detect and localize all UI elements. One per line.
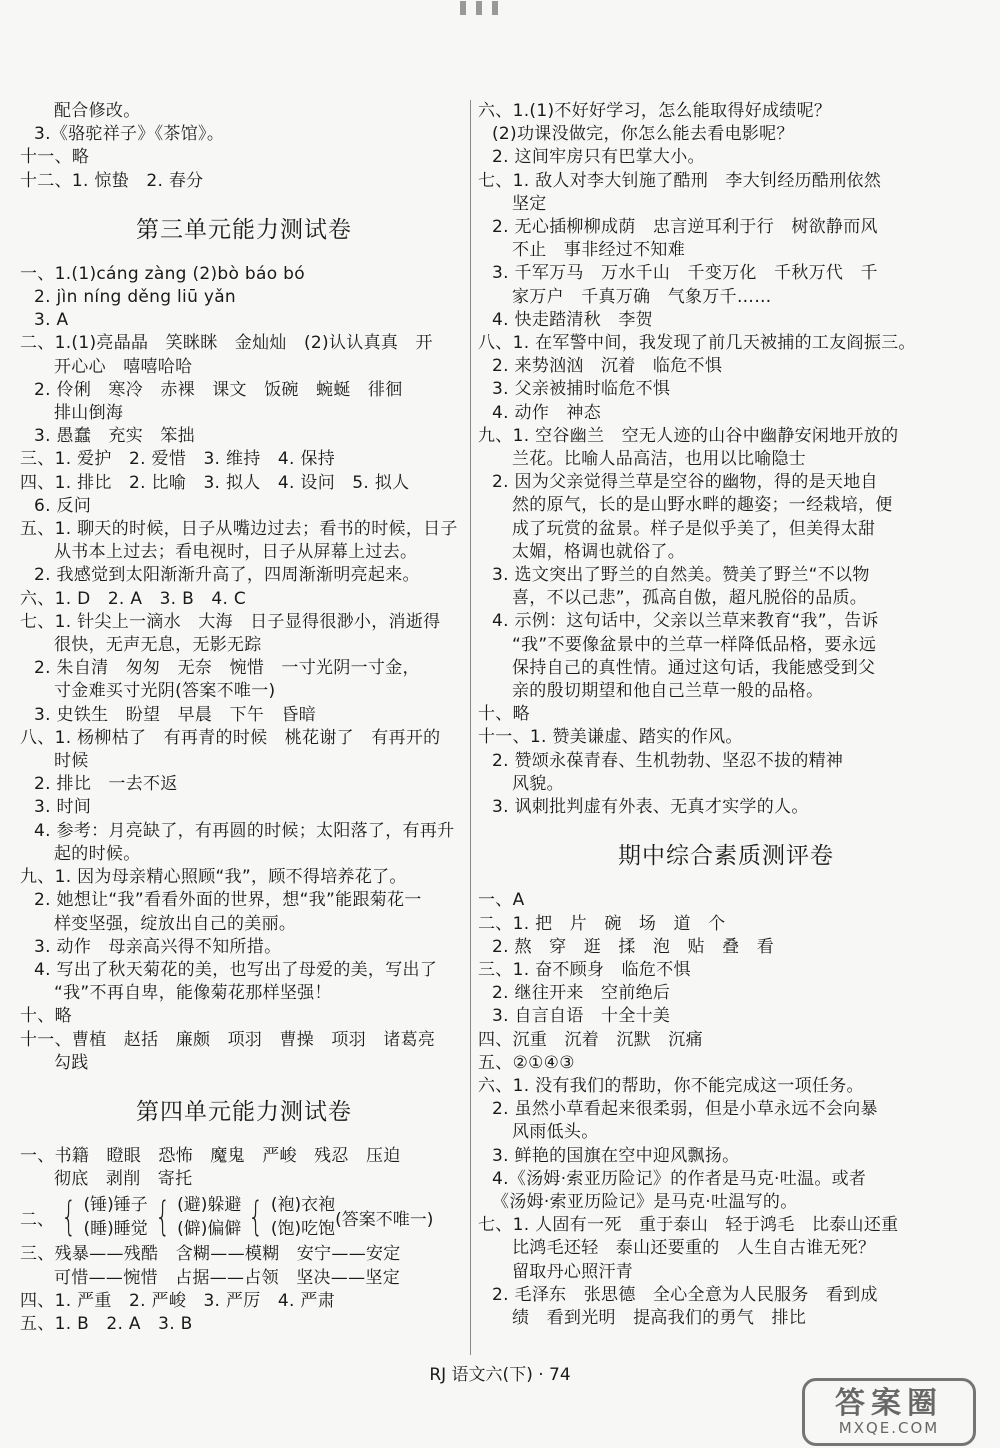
brace-item: (袍)衣袍 [270,1195,336,1216]
answer-line: 保持自己的真性情。通过这句话，我能感受到父 [512,657,876,678]
answer-line: 从书本上过去；看电视时，日子从屏幕上过去。 [54,542,418,563]
left-brace-icon: { [61,1194,77,1241]
answer-line: 《汤姆·索亚历险记》是马克·吐温写的。 [492,1191,798,1212]
answer-line: 排山倒海 [54,403,124,424]
brace-group-3 [271,1193,335,1241]
answer-line: 四、1. 严重 2. 严峻 3. 严厉 4. 严肃 [20,1290,335,1311]
answer-line: 三、残暴——残酷 含糊——模糊 安宁——安定 [20,1244,401,1265]
answer-line: 二、1. 把 片 碗 场 道 个 [478,913,726,934]
watermark-text: 答案圈 [835,1386,943,1421]
answer-line: 风雨低头。 [512,1122,599,1143]
answer-line: 2. 毛泽东 张思德 全心全意为人民服务 看到成 [492,1284,878,1305]
answer-line: 3. 愚蠢 充实 笨拙 [34,426,195,447]
answer-line: 样变坚强，绽放出自己的美丽。 [54,913,297,934]
midterm-title: 期中综合素质测评卷 [618,843,834,870]
answer-line: 兰花。比喻人品高洁，也用以比喻隐士 [512,449,807,470]
answer-line: 4.《汤姆·索亚历险记》的作者是马克·吐温。或者 [492,1168,867,1189]
unit3-answers [20,263,468,1075]
brace-note: (答案不唯一) [335,1209,434,1230]
brace-group-2 [177,1193,241,1241]
answer-line: 2. 赞颂永葆青春、生机勃勃、坚忍不拔的精神 [492,750,844,771]
answer-line: 3. 千军万马 万水千山 千变万化 千秋万代 千 [492,263,878,284]
answer-line: 比鸿毛还轻 泰山还要重的 人生自古谁无死？ [512,1238,876,1259]
answer-line: 三、1. 爱护 2. 爱惜 3. 维持 4. 保持 [20,449,335,470]
page-footer: RJ 语文六(下) · 74 [429,1365,571,1385]
answer-line: 3. A [34,310,69,331]
answer-line: “我”不要像盆景中的兰草一样降低品格，要永远 [512,634,877,655]
answer-line: 九、1. 因为母亲精心照顾“我”，顾不得培养花了。 [20,867,407,888]
brace-item: (睡)睡觉 [83,1219,148,1240]
brace-item: (饱)吃饱 [270,1219,336,1240]
unit4-answers-part2 [20,1243,468,1336]
column-divider [470,100,471,1355]
answer-line: 3. 讽刺批判虚有外表、无真才实学的人。 [492,797,809,818]
answer-line: 3. 时间 [34,797,92,818]
answer-line: 不止 事非经过不知难 [512,240,685,261]
watermark-logo [802,1378,976,1446]
answer-line: 十二、1. 惊蛰 2. 春分 [20,170,204,191]
answer-line: 十一、1. 赞美谦虚、踏实的作风。 [478,727,743,748]
answer-line: 彻底 剥削 寄托 [54,1169,193,1190]
answer-line: 一、书籍 瞪眼 恐怖 魔鬼 严峻 残忍 压迫 [20,1145,401,1166]
answer-line: 七、1. 人固有一死 重于泰山 轻于鸿毛 比泰山还重 [478,1215,899,1236]
answer-line: 3. 动作 母亲高兴得不知所措。 [34,936,282,957]
answer-line: 2. 熬 穿 逛 揉 泡 贴 叠 看 [492,936,775,957]
unit4-answers-part1 [20,1145,468,1191]
unit3-title: 第三单元能力测试卷 [136,216,352,243]
answer-line: “我”不再自卑，能像菊花那样坚强！ [54,983,332,1004]
answer-line: 五、1. 聊天的时候，日子从嘴边过去；看书的时候，日子 [20,519,458,540]
answer-line: 一、A [478,890,525,911]
answer-line: 七、1. 敌人对李大钊施了酷刑 李大钊经历酷刑依然 [478,170,882,191]
left-brace-icon: { [248,1194,264,1241]
answer-line: 2. 朱自清 匆匆 无奈 惋惜 一寸光阴一寸金， [34,658,420,679]
answer-line: 3.《骆驼祥子》《茶馆》。 [34,124,225,145]
unit4-brace-answers [20,1191,468,1243]
answer-line: 配合修改。 [54,101,141,121]
answer-line: 八、1. 在军警中间，我发现了前几天被捕的工友阎振三。 [478,333,916,354]
answer-line: 五、1. B 2. A 3. B [20,1313,193,1334]
answer-line: 勾践 [54,1052,89,1073]
answer-line: 喜，不以己悲”，孤高自傲，超凡脱俗的品质。 [512,588,868,609]
answer-line: 寸金难买寸光阴(答案不唯一) [54,681,276,702]
answer-line: 太媚，格调也就俗了。 [512,541,685,562]
answer-line: 家万户 千真万确 气象万千…… [512,286,772,307]
answer-line: 3. 鲜艳的国旗在空中迎风飘扬。 [492,1145,740,1166]
answer-line: 九、1. 空谷幽兰 空无人迹的山谷中幽静安闲地开放的 [478,425,899,446]
answer-line: 六、1. D 2. A 3. B 4. C [20,588,247,609]
answer-line: 2. 排比 一去不返 [34,774,178,795]
answer-line: 4. 写出了秋天菊花的美，也写出了母爱的美，写出了 [34,959,438,980]
answer-line: 时候 [54,751,89,772]
answer-line: 坚定 [512,193,547,214]
answer-line: 五、②①④③ [478,1052,575,1073]
answer-line: 2. 无心插柳柳成荫 忠言逆耳利于行 树欲静而风 [492,217,878,238]
left-column [20,100,468,1336]
answer-line: 4. 示例：这句话中，父亲以兰草来教育“我”，告诉 [492,611,879,632]
answer-line: (2)功课没做完，你怎么能去看电影呢？ [492,124,794,145]
answer-line: 4. 快走踏清秋 李贺 [492,309,653,330]
right-top-answers [478,100,974,819]
answer-line: 六、1.(1)不好好学习，怎么能取得好成绩呢？ [478,101,832,121]
answer-line: 4. 动作 神态 [492,402,602,423]
brace-group-1 [83,1193,147,1241]
answer-line: 3. 父亲被捕时临危不惧 [492,379,671,400]
answer-line: 十、略 [478,704,530,725]
answer-line: 2. 这间牢房只有巴掌大小。 [492,147,705,168]
answer-line: 亲的殷切期望和他自己兰草一般的品格。 [512,681,824,702]
answer-line: 3. 选文突出了野兰的自然美。赞美了野兰“不以物 [492,565,870,586]
answer-line: 成了玩赏的盆景。样子是似乎美了，但美得太甜 [512,518,876,539]
answer-line: 八、1. 杨柳枯了 有再青的时候 桃花谢了 有再开的 [20,727,441,748]
midterm-answers [478,889,974,1330]
answer-line: 2. 她想让“我”看看外面的世界，想“我”能跟菊花一 [34,890,422,911]
answer-line: 二、1.(1)亮晶晶 笑眯眯 金灿灿 (2)认认真真 开 [20,333,433,354]
answer-line: 2. 虽然小草看起来很柔弱，但是小草永远不会向暴 [492,1099,878,1120]
answer-line: 2. 因为父亲觉得兰草是空谷的幽物，得的是天地自 [492,472,878,493]
answer-line: 十、略 [20,1006,72,1027]
brace-item: (避)躲避 [177,1195,242,1216]
right-column [478,100,974,1330]
answer-line: 2. 继往开来 空前绝后 [492,983,671,1004]
answer-line: 三、1. 奋不顾身 临危不惧 [478,959,691,980]
answer-line: 起的时候。 [54,843,141,864]
answer-line: 六、1. 没有我们的帮助，你不能完成这一项任务。 [478,1075,864,1096]
answer-line: 6. 反问 [34,495,92,516]
brace-lead: 二、 [20,1209,54,1230]
answer-line: 开心心 嘻嘻哈哈 [54,356,193,377]
watermark-url: MXQE.COM [838,1419,940,1437]
answer-line: 2. jìn níng děng liū yǎn [34,287,237,308]
answer-line: 四、沉重 沉着 沉默 沉痛 [478,1029,703,1050]
answer-line: 很快，无声无息，无影无踪 [54,635,262,656]
answer-line: 2. 来势汹汹 沉着 临危不惧 [492,356,723,377]
answer-line: 一、1.(1)cáng zàng (2)bò báo bó [20,263,305,284]
top-crop-mark [460,0,540,20]
answer-line: 3. 自言自语 十全十美 [492,1006,671,1027]
answer-line: 2. 伶俐 寒冷 赤裸 课文 饭碗 蜿蜒 徘徊 [34,379,403,400]
answer-line: 可惜——惋惜 占据——占领 坚决——坚定 [54,1267,400,1288]
answer-line: 留取丹心照汗青 [512,1261,634,1282]
answer-line: 十一、曹植 赵括 廉颇 项羽 曹操 项羽 诸葛亮 [20,1029,436,1050]
answer-line: 十一、略 [20,147,90,168]
answer-line: 2. 我感觉到太阳渐渐升高了，四周渐渐明亮起来。 [34,565,420,586]
answer-line: 风貌。 [512,773,564,794]
answer-line: 然的原气，长的是山野水畔的趣姿；一经栽培，便 [512,495,893,516]
left-top-answers [20,100,468,193]
answer-line: 绩 看到光明 提高我们的勇气 排比 [512,1307,807,1328]
left-brace-icon: { [154,1194,171,1241]
answer-line: 3. 史铁生 盼望 早晨 下午 昏暗 [34,704,317,725]
unit4-title: 第四单元能力测试卷 [136,1098,352,1125]
brace-item: (僻)偏僻 [177,1219,242,1240]
answer-line: 七、1. 针尖上一滴水 大海 日子显得很渺小，消逝得 [20,611,441,632]
answer-line: 四、1. 排比 2. 比喻 3. 拟人 4. 设问 5. 拟人 [20,472,410,493]
answer-line: 4. 参考：月亮缺了，有再圆的时候；太阳落了，有再升 [34,820,455,841]
brace-item: (锤)锤子 [83,1195,148,1216]
